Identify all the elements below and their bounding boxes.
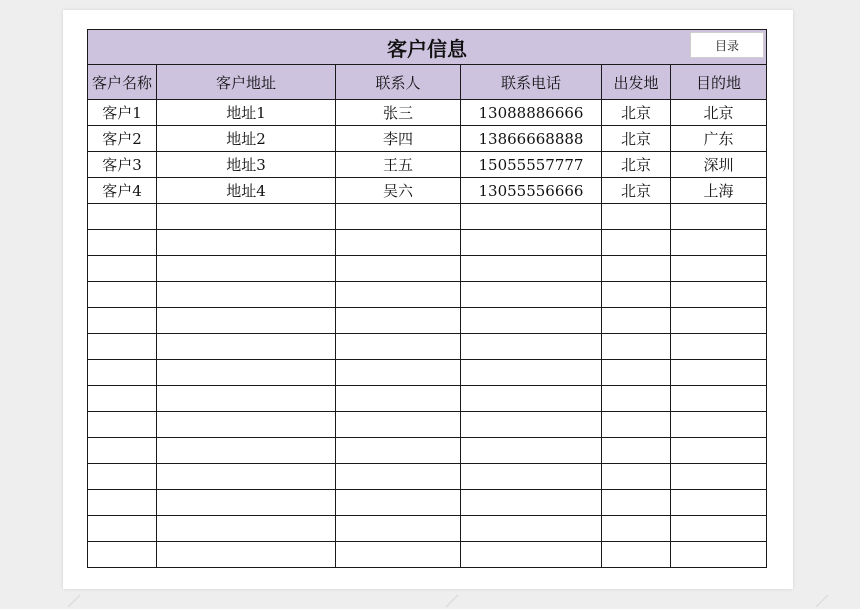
empty-cell[interactable] (602, 516, 671, 542)
cell-customer-address[interactable]: 地址4 (157, 178, 336, 204)
cell-customer-name[interactable]: 客户2 (88, 126, 157, 152)
empty-cell[interactable] (88, 256, 157, 282)
cell-customer-name[interactable]: 客户1 (88, 100, 157, 126)
empty-cell[interactable] (336, 360, 461, 386)
empty-cell[interactable] (336, 230, 461, 256)
empty-cell[interactable] (157, 490, 336, 516)
empty-cell[interactable] (88, 412, 157, 438)
cell-origin[interactable]: 北京 (602, 152, 671, 178)
title-cell (88, 30, 767, 65)
empty-cell[interactable] (602, 282, 671, 308)
empty-row (88, 308, 767, 334)
cell-customer-address[interactable]: 地址2 (157, 126, 336, 152)
empty-cell[interactable] (336, 204, 461, 230)
empty-cell[interactable] (461, 334, 602, 360)
cell-destination[interactable]: 广东 (671, 126, 767, 152)
cell-origin[interactable]: 北京 (602, 100, 671, 126)
table-row (88, 152, 767, 178)
empty-cell[interactable] (671, 230, 767, 256)
empty-row (88, 282, 767, 308)
empty-cell[interactable] (602, 542, 671, 568)
empty-cell[interactable] (671, 334, 767, 360)
empty-cell[interactable] (671, 360, 767, 386)
decorative-stroke-right (810, 591, 850, 609)
empty-cell[interactable] (336, 464, 461, 490)
table-row (88, 178, 767, 204)
empty-cell[interactable] (88, 204, 157, 230)
empty-cell[interactable] (602, 256, 671, 282)
empty-cell[interactable] (461, 438, 602, 464)
empty-cell[interactable] (461, 412, 602, 438)
decorative-stroke-left (62, 591, 102, 609)
empty-cell[interactable] (336, 256, 461, 282)
empty-cell[interactable] (157, 412, 336, 438)
empty-row (88, 516, 767, 542)
empty-cell[interactable] (336, 412, 461, 438)
table-row (88, 100, 767, 126)
empty-cell[interactable] (602, 334, 671, 360)
menu-button[interactable]: 目录 (690, 32, 764, 58)
cell-origin[interactable]: 北京 (602, 126, 671, 152)
empty-cell[interactable] (671, 282, 767, 308)
empty-row (88, 230, 767, 256)
cell-destination[interactable]: 上海 (671, 178, 767, 204)
empty-cell[interactable] (336, 334, 461, 360)
empty-cell[interactable] (88, 282, 157, 308)
empty-cell[interactable] (671, 412, 767, 438)
empty-row (88, 386, 767, 412)
header-destination: 目的地 (671, 65, 767, 100)
empty-cell[interactable] (671, 516, 767, 542)
empty-cell[interactable] (602, 412, 671, 438)
empty-cell[interactable] (461, 464, 602, 490)
empty-cell[interactable] (88, 490, 157, 516)
header-customer-name: 客户名称 (88, 65, 157, 100)
empty-row (88, 490, 767, 516)
header-customer-address: 客户地址 (157, 65, 336, 100)
empty-cell[interactable] (336, 386, 461, 412)
empty-cell[interactable] (157, 516, 336, 542)
empty-cell[interactable] (602, 386, 671, 412)
empty-cell[interactable] (336, 282, 461, 308)
empty-cell[interactable] (461, 282, 602, 308)
empty-cell[interactable] (461, 230, 602, 256)
empty-cell[interactable] (602, 204, 671, 230)
empty-row (88, 542, 767, 568)
empty-cell[interactable] (461, 386, 602, 412)
cell-phone[interactable]: 15055557777 (461, 152, 602, 178)
cell-phone[interactable]: 13055556666 (461, 178, 602, 204)
empty-cell[interactable] (157, 308, 336, 334)
table-row (88, 126, 767, 152)
empty-cell[interactable] (88, 334, 157, 360)
cell-phone[interactable]: 13866668888 (461, 126, 602, 152)
empty-row (88, 412, 767, 438)
empty-cell[interactable] (336, 516, 461, 542)
empty-row (88, 438, 767, 464)
title-row (88, 30, 767, 65)
empty-cell[interactable] (671, 542, 767, 568)
header-origin: 出发地 (602, 65, 671, 100)
empty-cell[interactable] (671, 490, 767, 516)
empty-cell[interactable] (157, 256, 336, 282)
empty-cell[interactable] (461, 516, 602, 542)
empty-cell[interactable] (157, 386, 336, 412)
cell-customer-name[interactable]: 客户3 (88, 152, 157, 178)
empty-cell[interactable] (88, 360, 157, 386)
cell-customer-address[interactable]: 地址3 (157, 152, 336, 178)
empty-cell[interactable] (336, 308, 461, 334)
cell-customer-name[interactable]: 客户4 (88, 178, 157, 204)
cell-phone[interactable]: 13088886666 (461, 100, 602, 126)
empty-cell[interactable] (671, 204, 767, 230)
empty-cell[interactable] (602, 490, 671, 516)
empty-cell[interactable] (157, 542, 336, 568)
empty-cell[interactable] (336, 438, 461, 464)
empty-cell[interactable] (157, 204, 336, 230)
header-contact: 联系人 (336, 65, 461, 100)
cell-contact[interactable]: 吴六 (336, 178, 461, 204)
cell-origin[interactable]: 北京 (602, 178, 671, 204)
empty-cell[interactable] (602, 464, 671, 490)
empty-row (88, 464, 767, 490)
empty-cell[interactable] (671, 386, 767, 412)
empty-cell[interactable] (88, 308, 157, 334)
empty-cell[interactable] (461, 542, 602, 568)
empty-cell[interactable] (157, 282, 336, 308)
empty-cell[interactable] (88, 464, 157, 490)
header-row (88, 65, 767, 100)
cell-customer-address[interactable]: 地址1 (157, 100, 336, 126)
empty-row (88, 256, 767, 282)
empty-row (88, 360, 767, 386)
empty-cell[interactable] (602, 438, 671, 464)
header-phone: 联系电话 (461, 65, 602, 100)
empty-row (88, 334, 767, 360)
empty-cell[interactable] (88, 542, 157, 568)
empty-cell[interactable] (602, 230, 671, 256)
decorative-stroke-center (440, 591, 480, 609)
empty-cell[interactable] (461, 360, 602, 386)
customer-info-table (87, 29, 767, 568)
cell-destination[interactable]: 深圳 (671, 152, 767, 178)
empty-cell[interactable] (157, 230, 336, 256)
empty-cell[interactable] (671, 464, 767, 490)
empty-cell[interactable] (88, 230, 157, 256)
empty-cell[interactable] (157, 464, 336, 490)
empty-cell[interactable] (461, 490, 602, 516)
empty-cell[interactable] (671, 438, 767, 464)
cell-destination[interactable]: 北京 (671, 100, 767, 126)
cell-contact[interactable]: 张三 (336, 100, 461, 126)
sheet-title: 客户信息 (387, 36, 467, 61)
empty-cell[interactable] (88, 516, 157, 542)
empty-cell[interactable] (88, 438, 157, 464)
empty-cell[interactable] (88, 386, 157, 412)
empty-cell[interactable] (602, 360, 671, 386)
empty-cell[interactable] (336, 542, 461, 568)
empty-cell[interactable] (157, 334, 336, 360)
empty-cell[interactable] (157, 360, 336, 386)
empty-cell[interactable] (157, 438, 336, 464)
empty-cell[interactable] (671, 256, 767, 282)
empty-cell[interactable] (602, 308, 671, 334)
empty-cell[interactable] (336, 490, 461, 516)
cell-contact[interactable]: 王五 (336, 152, 461, 178)
empty-cell[interactable] (461, 256, 602, 282)
empty-row (88, 204, 767, 230)
empty-cell[interactable] (461, 308, 602, 334)
empty-cell[interactable] (461, 204, 602, 230)
empty-cell[interactable] (671, 308, 767, 334)
cell-contact[interactable]: 李四 (336, 126, 461, 152)
